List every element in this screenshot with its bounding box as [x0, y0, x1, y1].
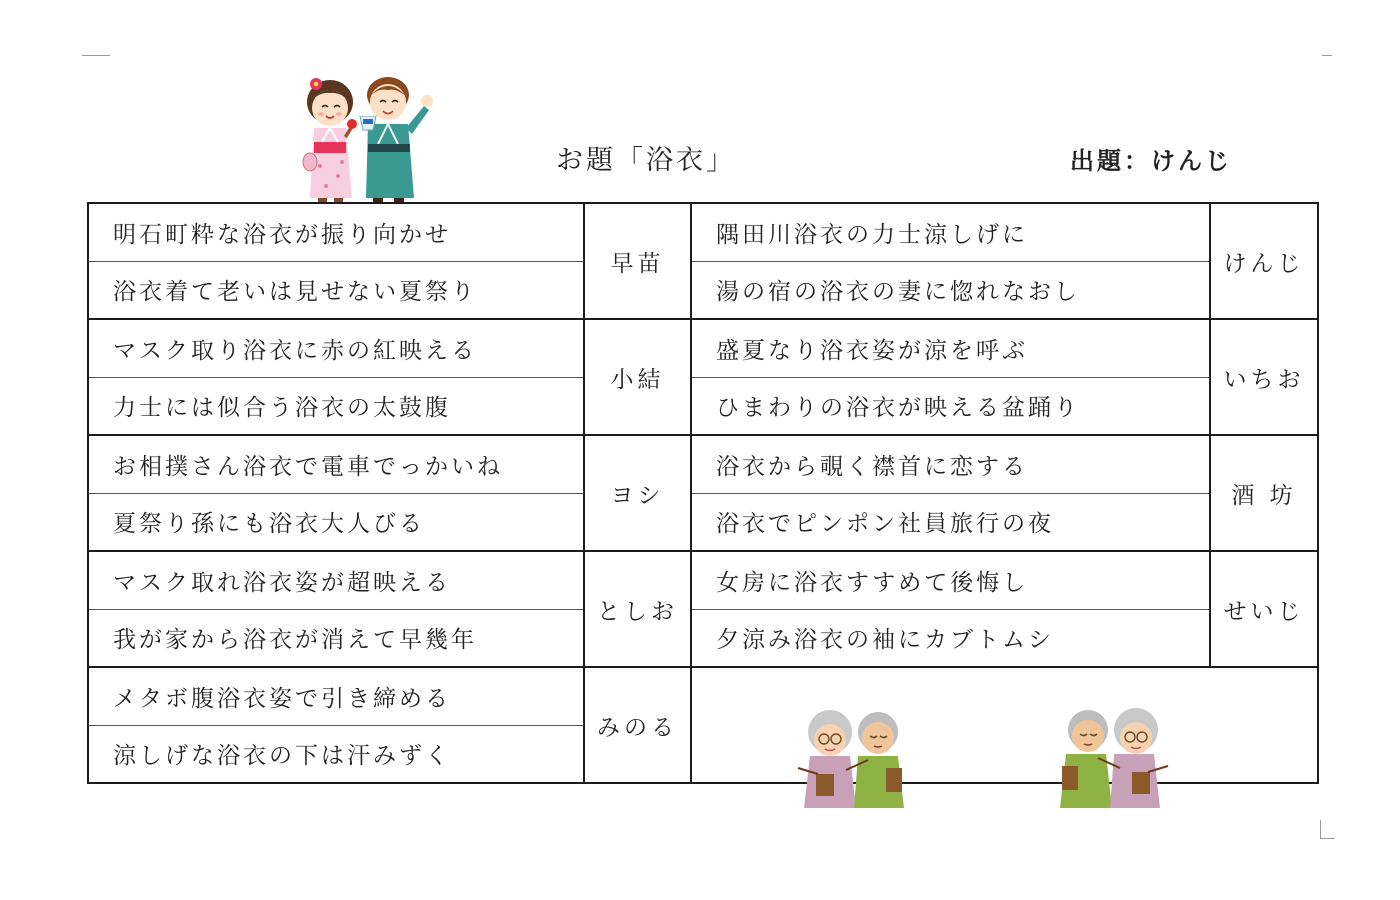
elderly-couple-illustration	[1052, 706, 1170, 812]
haiku-verse: 明石町粋な浴衣が振り向かせ	[88, 203, 584, 261]
haiku-verse: 浴衣着て老いは見せない夏祭り	[88, 261, 584, 319]
table-row	[88, 203, 1318, 261]
table-row	[88, 261, 1318, 319]
haiku-author: ヨシ	[584, 435, 691, 551]
page-corner-mark-top-left	[82, 55, 110, 56]
setter-label: 出題：けんじ	[1070, 146, 1232, 175]
haiku-verse: ひまわりの浴衣が映える盆踊り	[691, 377, 1210, 435]
haiku-verse: 夏祭り孫にも浴衣大人びる	[88, 493, 584, 551]
haiku-verse: 盛夏なり浴衣姿が涼を呼ぶ	[691, 319, 1210, 377]
table-row	[88, 377, 1318, 435]
page-corner-mark-bottom-right	[1320, 820, 1335, 839]
table-row	[88, 319, 1318, 377]
illustration-cell	[691, 667, 1318, 783]
table-row	[88, 493, 1318, 551]
page-title: お題「浴衣」	[556, 145, 736, 176]
haiku-verse: 湯の宿の浴衣の妻に惚れなおし	[691, 261, 1210, 319]
haiku-table	[87, 202, 1319, 784]
haiku-author: いちお	[1210, 319, 1318, 435]
haiku-author: けんじ	[1210, 203, 1318, 319]
haiku-verse: 女房に浴衣すすめて後悔し	[691, 551, 1210, 609]
haiku-author: 小結	[584, 319, 691, 435]
haiku-verse: メタボ腹浴衣姿で引き締める	[88, 667, 584, 725]
haiku-author: 早苗	[584, 203, 691, 319]
haiku-verse: 力士には似合う浴衣の太鼓腹	[88, 377, 584, 435]
haiku-verse: 浴衣から覗く襟首に恋する	[691, 435, 1210, 493]
haiku-verse: 我が家から浴衣が消えて早幾年	[88, 609, 584, 667]
haiku-author: せいじ	[1210, 551, 1318, 667]
haiku-verse: 浴衣でピンポン社員旅行の夜	[691, 493, 1210, 551]
yukata-couple-illustration	[296, 70, 442, 210]
table-row	[88, 609, 1318, 667]
haiku-verse: マスク取り浴衣に赤の紅映える	[88, 319, 584, 377]
haiku-verse: マスク取れ浴衣姿が超映える	[88, 551, 584, 609]
table-row	[88, 435, 1318, 493]
table-row	[88, 551, 1318, 609]
haiku-author: みのる	[584, 667, 691, 783]
page-corner-mark-top-right	[1322, 55, 1332, 56]
haiku-verse: お相撲さん浴衣で電車でっかいね	[88, 435, 584, 493]
haiku-verse: 夕涼み浴衣の袖にカブトムシ	[691, 609, 1210, 667]
haiku-author: 酒 坊	[1210, 435, 1318, 551]
elderly-couple-illustration	[796, 708, 914, 812]
haiku-verse: 隅田川浴衣の力士涼しげに	[691, 203, 1210, 261]
haiku-verse: 涼しげな浴衣の下は汗みずく	[88, 725, 584, 783]
haiku-author: としお	[584, 551, 691, 667]
